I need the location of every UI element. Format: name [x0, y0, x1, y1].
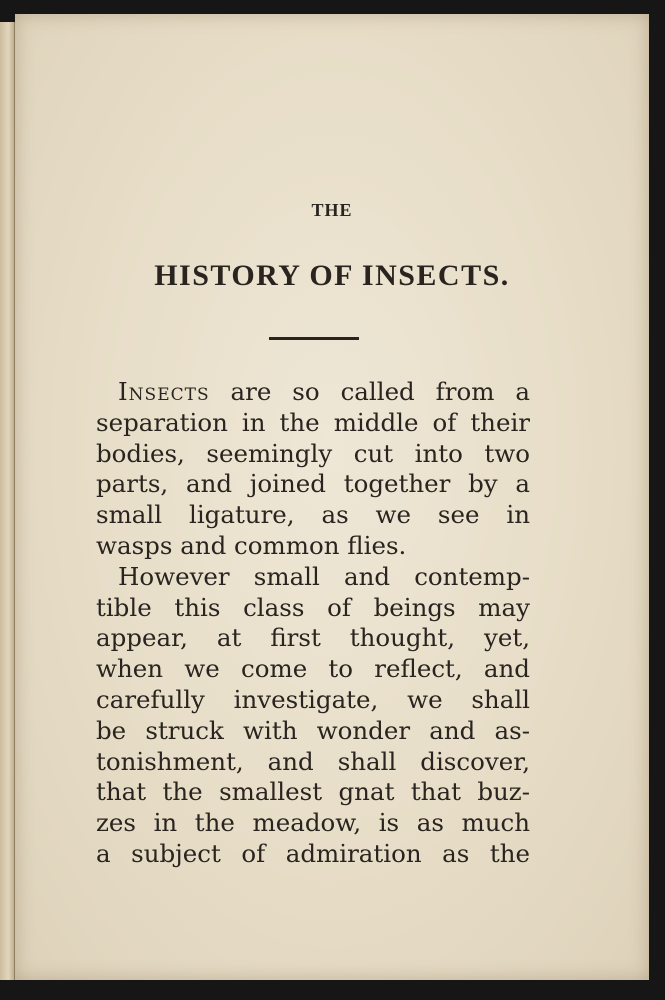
- heading-the: THE: [311, 200, 353, 220]
- title-divider: [269, 337, 359, 340]
- text-line: bodies, seemingly cut into two: [96, 438, 530, 468]
- text-line: be struck with wonder and as-: [96, 715, 530, 745]
- text-line: carefully investigate, we shall: [96, 684, 530, 714]
- line-text: are so called from a: [209, 377, 530, 406]
- text-line: a subject of admiration as the: [96, 838, 530, 868]
- text-line: [96, 377, 530, 408]
- text-line: small ligature, as we see in: [96, 500, 530, 530]
- paragraph-1: [96, 377, 530, 562]
- page-title: HISTORY OF INSECTS.: [154, 259, 510, 292]
- text-line: when we come to reflect, and: [96, 654, 530, 684]
- text-line: separation in the middle of their: [96, 407, 530, 437]
- text-line: that the smallest gnat that buz-: [96, 777, 530, 807]
- paragraph-2: [96, 562, 530, 870]
- text-line: zes in the meadow, is as much: [96, 808, 530, 838]
- text-line: wasps and common flies.: [96, 530, 407, 560]
- book-page: [15, 14, 649, 980]
- text-line: tonishment, and shall discover,: [96, 746, 530, 776]
- page-content: [15, 14, 649, 980]
- facing-page-edge: [0, 22, 15, 980]
- text-line: However small and contemp-: [118, 561, 530, 591]
- body-text: [96, 377, 530, 870]
- lead-word: Insects: [118, 377, 210, 406]
- text-line: tible this class of beings may: [96, 592, 530, 622]
- text-line: parts, and joined together by a: [96, 469, 530, 499]
- text-line: appear, at first thought, yet,: [96, 623, 530, 653]
